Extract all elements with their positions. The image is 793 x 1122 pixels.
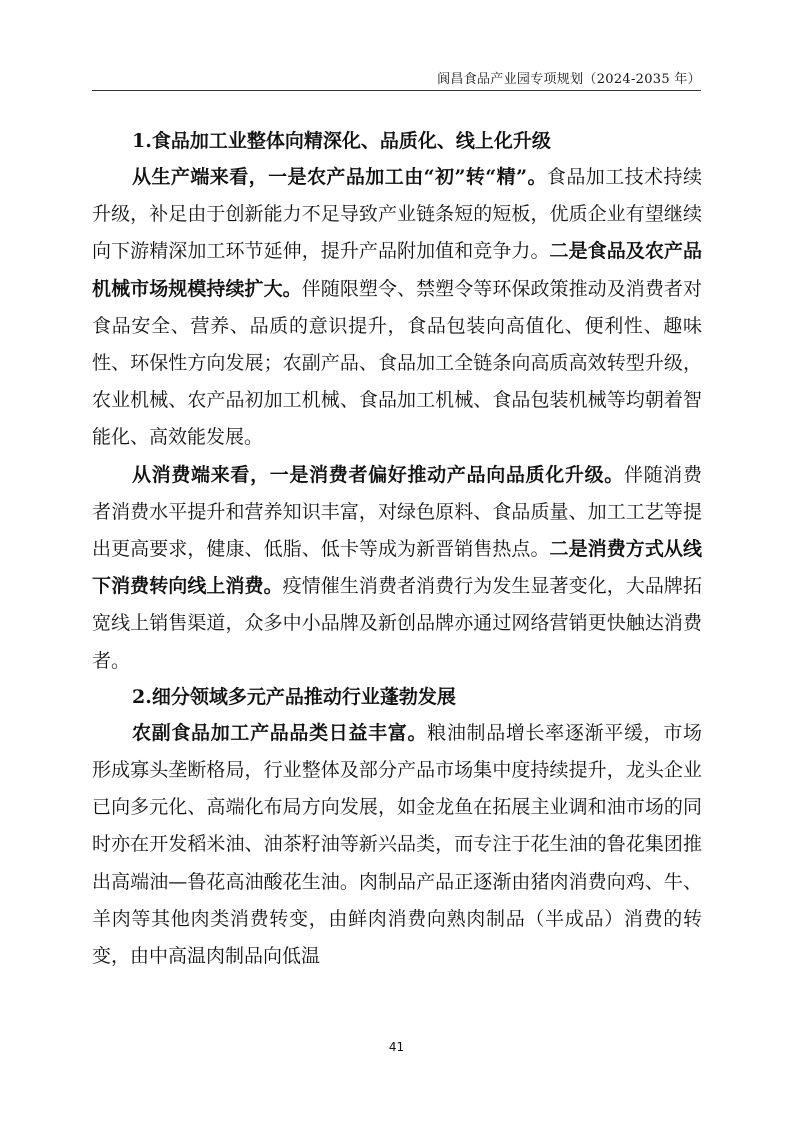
bold-online: 二是消费方式从线下消费转向线上消费。 [92, 538, 702, 598]
bold-lead-consumption: 从消费端来看，一是消费者偏好推动产品向品质化升级。 [132, 463, 624, 486]
header-title: 阆昌食品产业园专项规划（2024-2035 年） [437, 72, 701, 87]
text-agri: 粮油制品增长率逐渐平缓，市场形成寡头垄断格局，行业整体及部分产品市场集中度持续提升，龙头企业已向多元化、高端化布局方向发展，如金龙鱼在拓展主业调和油市场的同时亦在开发稻米油、油茶籽油等新兴品类，而专注于花生油的鲁花集团推出高端油—鲁花高油酸花生油。肉制品产品正逐渐由猪肉消费向鸡、牛、羊肉等其他肉类消费转变，由鲜肉消费向熟肉制品（半成品）消费的转变，由中高温肉制品向低温 [92, 721, 702, 968]
text-online: 疫情催生消费者消费行为发生显著变化，大品牌拓宽线上销售渠道，众多中小品牌及新创品牌亦通过网络营销更快触达消费者。 [92, 575, 702, 672]
text-machinery: 伴随限塑令、禁塑令等环保政策推动及消费者对食品安全、营养、品质的意识提升，食品包装向高值化、便利性、趣味性、环保性方向发展；农副产品、食品加工全链条向高质高效转型升级，农业机械、农产品初加工机械、食品加工机械、食品包装机械等均朝着智能化、高效能发展。 [92, 277, 702, 449]
paragraph-consumption [92, 457, 702, 680]
paragraph-agri-products [92, 715, 702, 975]
page-number: 41 [388, 1040, 405, 1054]
paragraph-production [92, 159, 702, 457]
section-heading-2: 2.细分领域多元产品推动行业蓬勃发展 [132, 685, 456, 708]
bold-lead-agri: 农副食品加工产品品类日益丰富。 [132, 721, 428, 744]
text-consumption: 伴随消费者消费水平提升和营养知识丰富，对绿色原料、食品质量、加工工艺等提出更高要求，健康、低脂、低卡等成为新晋销售热点。 [92, 463, 702, 561]
bold-machinery: 二是食品及农产品机械市场规模持续扩大。 [92, 240, 702, 300]
section-heading-1: 1.食品加工业整体向精深化、品质化、线上化升级 [132, 130, 551, 152]
bold-lead-production: 从生产端来看，一是农产品加工由“初”转“精”。 [132, 166, 547, 188]
running-header [92, 68, 701, 91]
text-production: 食品加工技术持续升级，补足由于创新能力不足导致产业链条短的短板，优质企业有望继续向下游精深加工环节延伸，提升产品附加值和竞争力。 [92, 166, 702, 263]
page-body [92, 124, 702, 975]
